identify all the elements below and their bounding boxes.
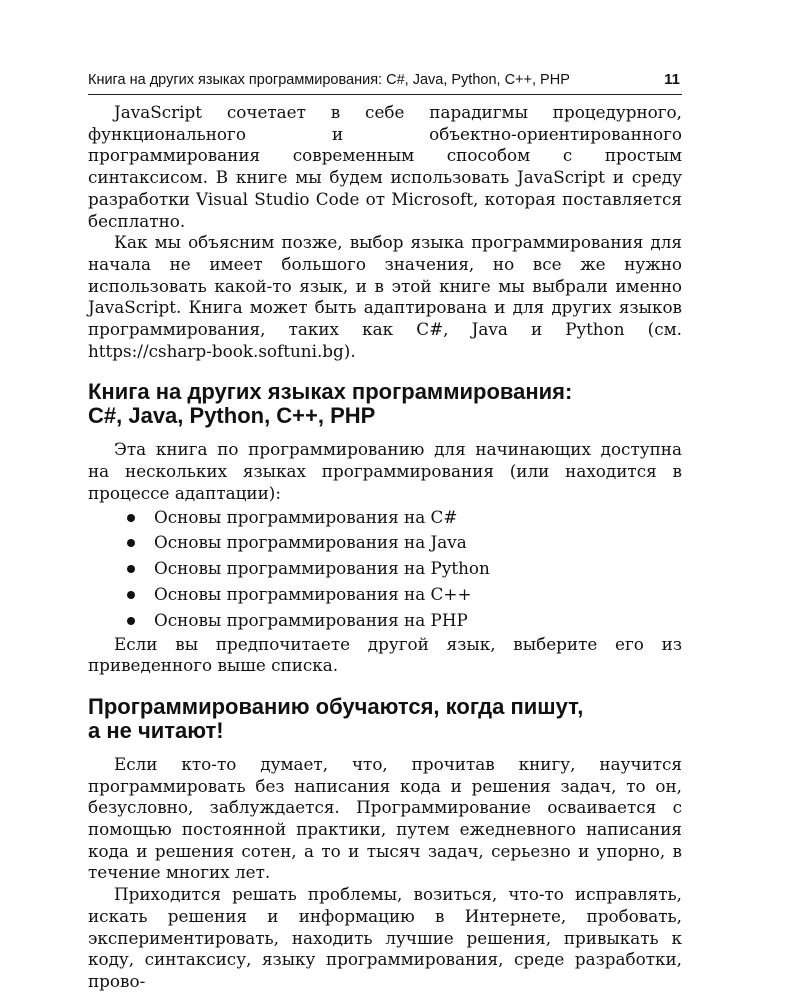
bullet-icon [127,514,135,522]
section-heading-line: а не читают! [88,717,224,743]
body-paragraph: JavaScript сочетает в себе парадигмы процедурного, функционального и объектно-ориентированного программирования современным способом с простым синтаксисом. В книге мы будем использовать JavaScript и среду разработки Visual Studio Code от Microsoft, которая поставляется бесплатно. [88,102,682,231]
section-heading-line: Книга на других языках программирования: [88,379,573,405]
list-item [124,505,682,531]
page-number: 11 [664,71,680,88]
list-item [124,582,682,608]
section-heading-languages [88,380,682,428]
running-header [88,70,682,95]
list-item-text: Основы программирования на C# [154,506,458,527]
bullet-icon [127,591,135,599]
body-paragraph: Как мы объясним позже, выбор языка программирования для начала не имеет большого значения, но все же нужно использовать какой-то язык, и в этой книге мы выбрали именно JavaScript. Книга может быть адаптирована и для других языков программирования, таких как C#, Java и Python (см. https://csharp-book.softuni.bg). [88,232,682,361]
section-heading-practice [88,695,682,743]
list-item-text: Основы программирования на Java [154,532,467,553]
list-item [124,608,682,634]
list-item-text: Основы программирования на Python [154,558,490,579]
bullet-icon [127,539,135,547]
bullet-icon [127,565,135,573]
body-paragraph: Эта книга по программированию для начинающих доступна на нескольких языках программирования (или находится в процессе адаптации): [88,439,682,503]
bullet-icon [127,617,135,625]
list-item [124,556,682,582]
language-list [88,505,682,634]
section-heading-line: C#, Java, Python, C++, PHP [88,403,376,429]
list-item-text: Основы программирования на PHP [154,609,468,630]
body-paragraph: Приходится решать проблемы, возиться, что-то исправлять, искать решения и информацию в Интернете, пробовать, экспериментировать, находить лучшие решения, привыкать к коду, синтаксису, языку программирования, среде разработки, прово- [88,884,682,991]
body-paragraph: Если кто-то думает, что, прочитав книгу, научится программировать без написания кода и решения задач, то он, безусловно, заблуждается. Программирование осваивается с помощью постоянной практики, путем ежедневного написания кода и решения сотен, а то и тысяч задач, серьезно и упорно, в течение многих лет. [88,753,682,883]
running-header-title: Книга на других языках программирования: C#, Java, Python, C++, PHP [88,72,570,88]
body-paragraph: Если вы предпочитаете другой язык, выберите его из приведенного выше списка. [88,633,682,676]
section-heading-line: Программированию обучаются, когда пишут, [88,693,584,719]
page-body [88,102,682,993]
list-item [124,530,682,556]
list-item-text: Основы программирования на C++ [154,583,472,604]
